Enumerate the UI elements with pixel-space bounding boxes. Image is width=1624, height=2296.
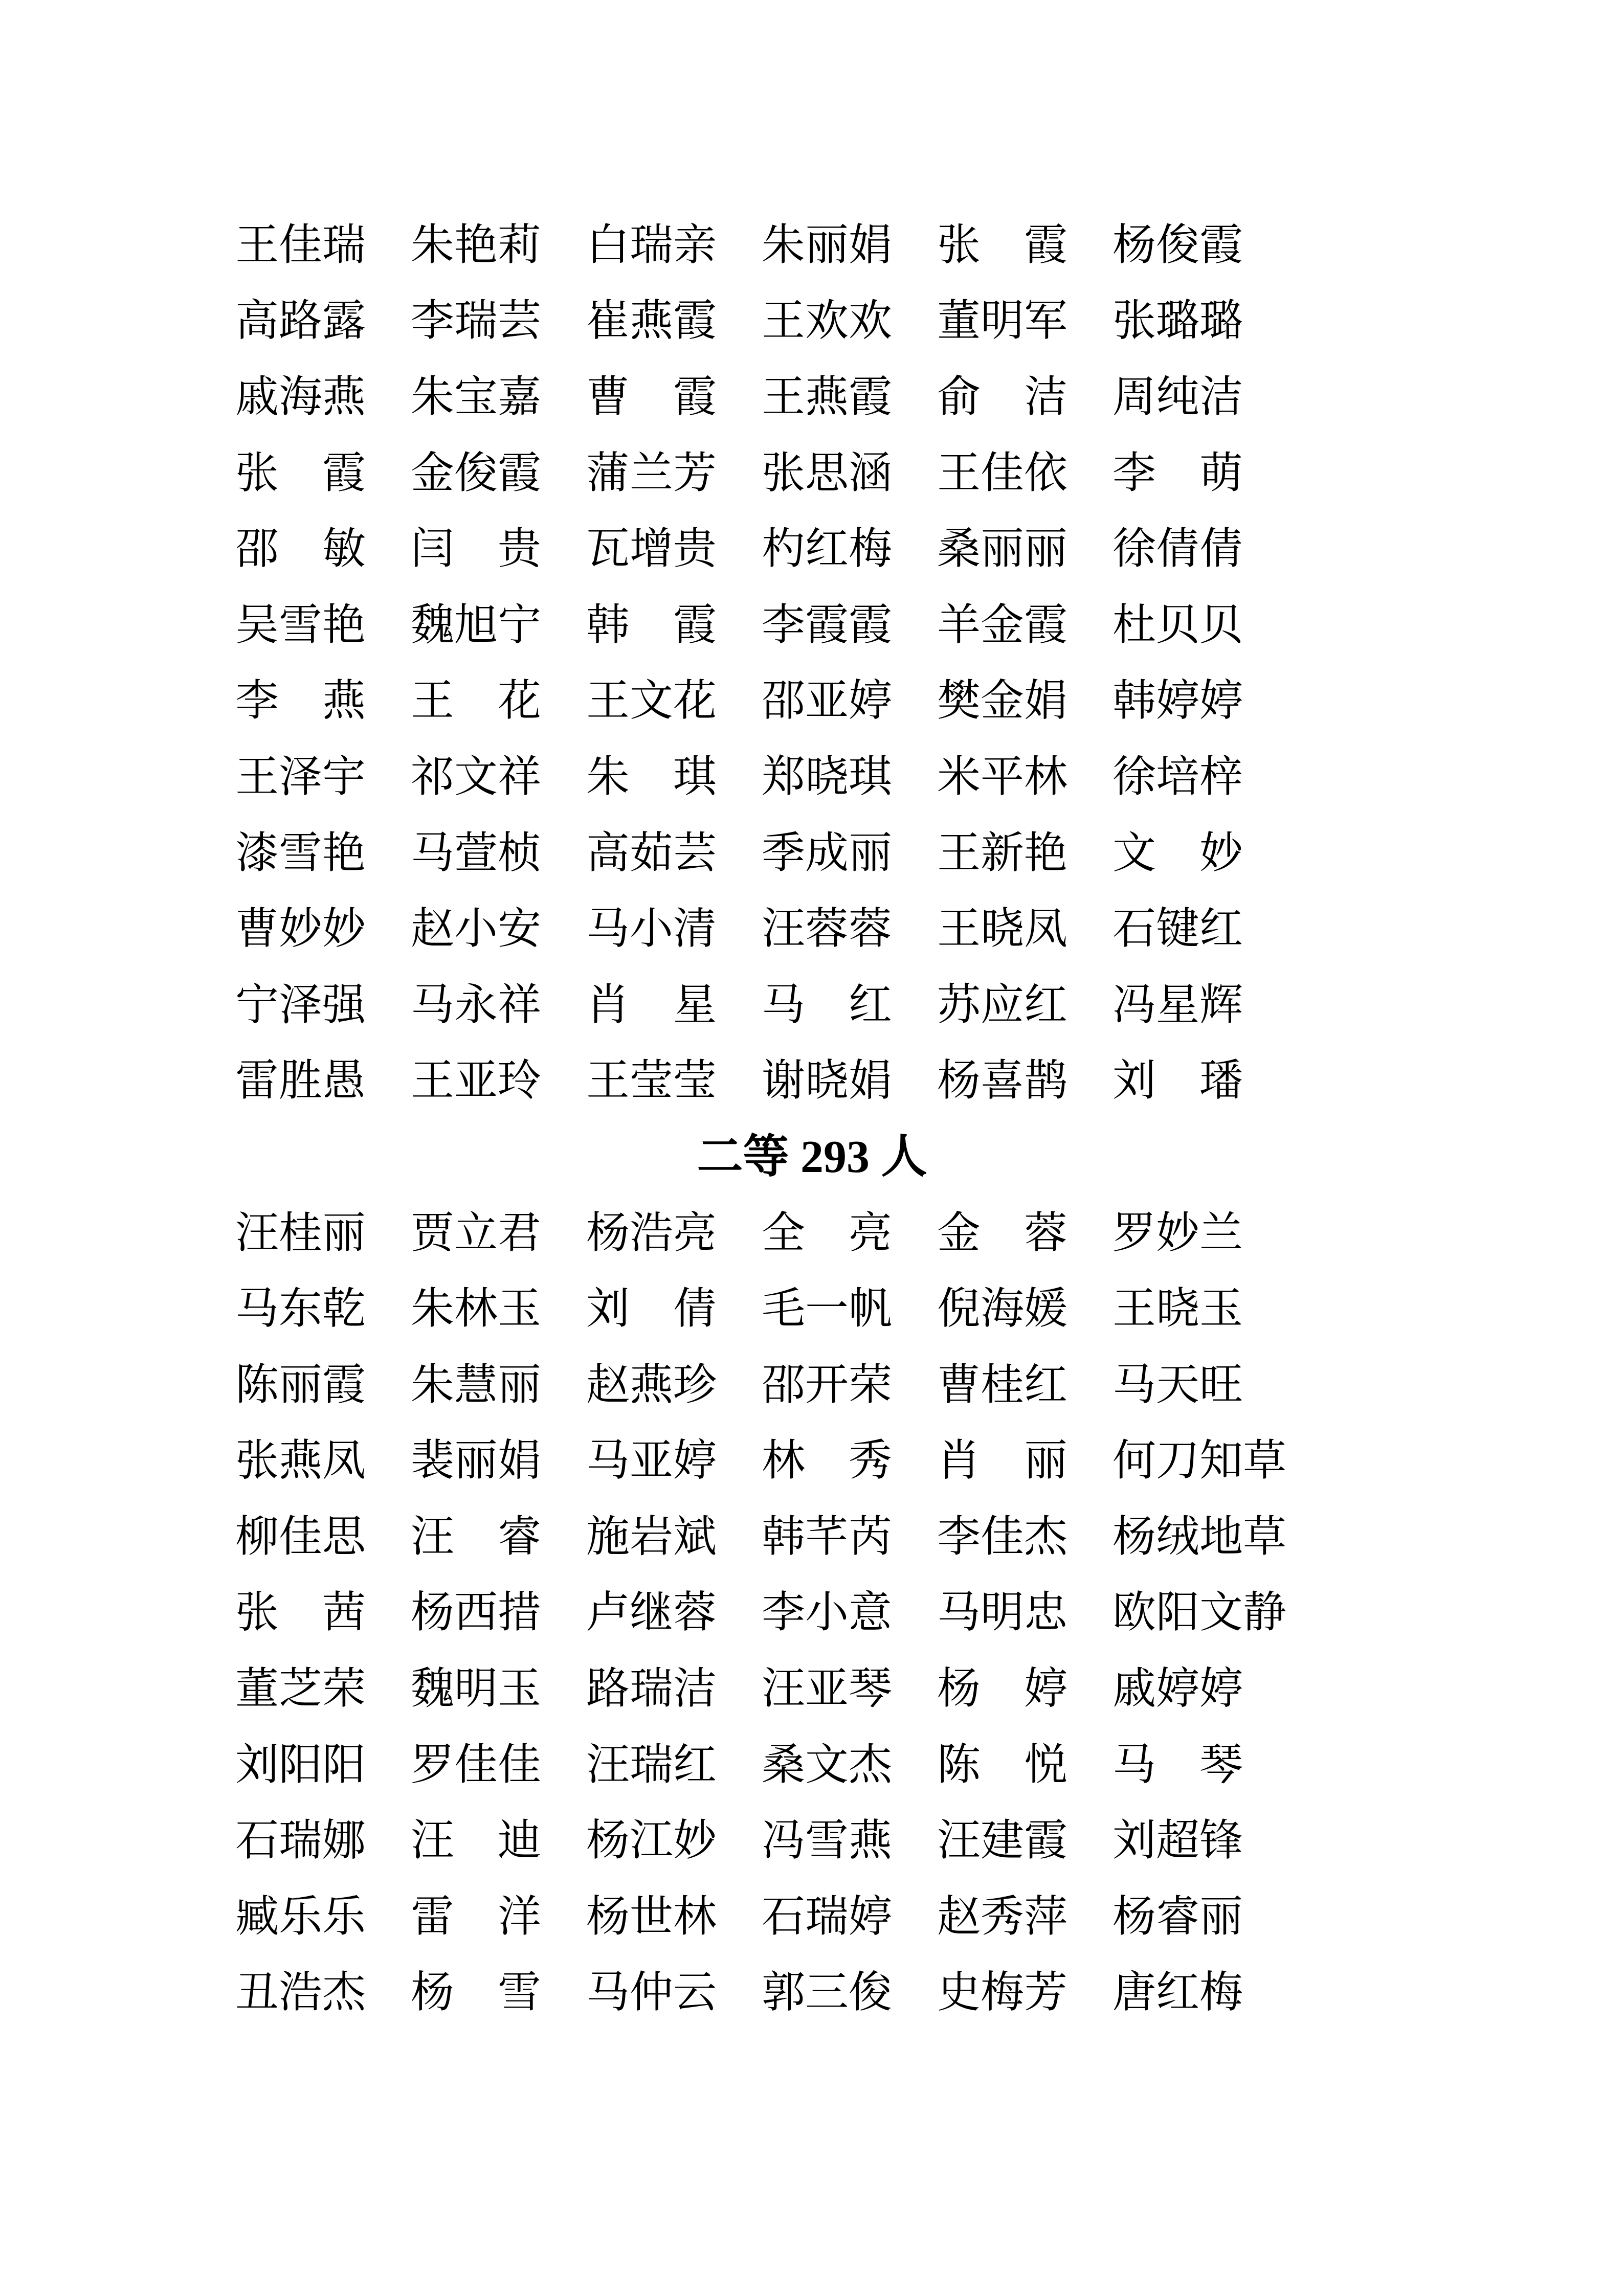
name-roster: [235, 208, 1624, 2031]
person-name: 金 蓉: [937, 1209, 1068, 1257]
name-row: [235, 1196, 1624, 1272]
person-name: 王佳依: [937, 449, 1068, 498]
person-name: 宁泽强: [235, 981, 366, 1029]
person-name: 杨浩亮: [586, 1209, 717, 1257]
person-name: 俞 洁: [937, 373, 1068, 421]
person-name: 高路露: [235, 297, 366, 346]
person-name: 韩婷婷: [1113, 677, 1243, 726]
name-row: [235, 284, 1624, 360]
person-name: 杓红梅: [762, 525, 893, 574]
person-name: 林 秀: [762, 1437, 893, 1485]
person-name: 王莹莹: [586, 1057, 717, 1106]
person-name: 刘超锋: [1113, 1817, 1243, 1865]
person-name: 崔燕霞: [586, 297, 717, 346]
person-name: 杨西措: [411, 1589, 542, 1637]
person-name: 杨绒地草: [1113, 1513, 1287, 1561]
name-row: [235, 1727, 1624, 1804]
person-name: 冯雪燕: [762, 1817, 893, 1865]
name-row: [235, 588, 1624, 664]
person-name: 徐培梓: [1113, 753, 1243, 801]
name-row: [235, 1575, 1624, 1652]
person-name: 陈 悦: [937, 1741, 1068, 1789]
person-name: 桑文杰: [762, 1741, 893, 1789]
person-name: 郑晓琪: [762, 753, 893, 801]
person-name: 赵秀萍: [937, 1893, 1068, 1941]
person-name: 戚婷婷: [1113, 1665, 1243, 1714]
person-name: 王佳瑞: [235, 221, 366, 269]
section-first-grade-names: [235, 208, 1624, 1119]
person-name: 王泽宇: [235, 753, 366, 801]
person-name: 刘 倩: [586, 1285, 717, 1334]
person-name: 杨俊霞: [1113, 221, 1243, 269]
person-name: 张 霞: [235, 449, 366, 498]
person-name: 汪 睿: [411, 1513, 542, 1561]
person-name: 邵 敏: [235, 525, 366, 574]
name-row: [235, 816, 1624, 892]
name-row: [235, 1347, 1624, 1424]
person-name: 马东乾: [235, 1285, 366, 1334]
person-name: 臧乐乐: [235, 1893, 366, 1941]
person-name: 王亚玲: [411, 1057, 542, 1106]
name-row: [235, 359, 1624, 436]
person-name: 丑浩杰: [235, 1969, 366, 2017]
person-name: 谢晓娟: [762, 1057, 893, 1106]
person-name: 徐倩倩: [1113, 525, 1243, 574]
person-name: 邵亚婷: [762, 677, 893, 726]
section-heading-row: [0, 1119, 1624, 1196]
section-second-grade-names: [235, 1196, 1624, 2032]
person-name: 王新艳: [937, 829, 1068, 877]
person-name: 王欢欢: [762, 297, 893, 346]
person-name: 王 花: [411, 677, 542, 726]
person-name: 马天旺: [1113, 1361, 1243, 1409]
person-name: 曹 霞: [586, 373, 717, 421]
person-name: 石瑞婷: [762, 1893, 893, 1941]
person-name: 苏应红: [937, 981, 1068, 1029]
name-row: [235, 739, 1624, 816]
section-heading: 二等 293 人: [697, 1132, 927, 1183]
person-name: 瓦增贵: [586, 525, 717, 574]
person-name: 郭三俊: [762, 1969, 893, 2017]
name-row: [235, 967, 1624, 1044]
person-name: 桑丽丽: [937, 525, 1068, 574]
person-name: 肖 丽: [937, 1437, 1068, 1485]
person-name: 贾立君: [411, 1209, 542, 1257]
person-name: 张 霞: [937, 221, 1068, 269]
person-name: 汪蓉蓉: [762, 905, 893, 954]
person-name: 刘阳阳: [235, 1741, 366, 1789]
person-name: 杨江妙: [586, 1817, 717, 1865]
name-row: [235, 664, 1624, 740]
person-name: 马萱桢: [411, 829, 542, 877]
name-row: [235, 208, 1624, 284]
person-name: 李小意: [762, 1589, 893, 1637]
person-name: 樊金娟: [937, 677, 1068, 726]
person-name: 曹桂红: [937, 1361, 1068, 1409]
person-name: 王文花: [586, 677, 717, 726]
person-name: 马明忠: [937, 1589, 1068, 1637]
person-name: 欧阳文静: [1113, 1589, 1287, 1637]
person-name: 罗妙兰: [1113, 1209, 1243, 1257]
person-name: 魏明玉: [411, 1665, 542, 1714]
person-name: 羊金霞: [937, 601, 1068, 649]
person-name: 金俊霞: [411, 449, 542, 498]
name-row: [235, 1424, 1624, 1500]
person-name: 毛一帆: [762, 1285, 893, 1334]
person-name: 闫 贵: [411, 525, 542, 574]
person-name: 李霞霞: [762, 601, 893, 649]
person-name: 白瑞亲: [586, 221, 717, 269]
name-row: [235, 1044, 1624, 1120]
person-name: 杨 婷: [937, 1665, 1068, 1714]
person-name: 马亚婷: [586, 1437, 717, 1485]
person-name: 石键红: [1113, 905, 1243, 954]
person-name: 路瑞洁: [586, 1665, 717, 1714]
person-name: 高茹芸: [586, 829, 717, 877]
person-name: 曹妙妙: [235, 905, 366, 954]
person-name: 雷 洋: [411, 1893, 542, 1941]
person-name: 刘 璠: [1113, 1057, 1243, 1106]
person-name: 朱艳莉: [411, 221, 542, 269]
person-name: 杨 雪: [411, 1969, 542, 2017]
person-name: 张思涵: [762, 449, 893, 498]
person-name: 汪亚琴: [762, 1665, 893, 1714]
person-name: 蒲兰芳: [586, 449, 717, 498]
person-name: 唐红梅: [1113, 1969, 1243, 2017]
person-name: 倪海媛: [937, 1285, 1068, 1334]
person-name: 祁文祥: [411, 753, 542, 801]
person-name: 李佳杰: [937, 1513, 1068, 1561]
person-name: 王晓玉: [1113, 1285, 1243, 1334]
person-name: 杨睿丽: [1113, 1893, 1243, 1941]
person-name: 马仲云: [586, 1969, 717, 2017]
person-name: 季成丽: [762, 829, 893, 877]
name-row: [235, 436, 1624, 512]
person-name: 戚海燕: [235, 373, 366, 421]
person-name: 吴雪艳: [235, 601, 366, 649]
person-name: 韩 霞: [586, 601, 717, 649]
person-name: 杜贝贝: [1113, 601, 1243, 649]
person-name: 马小清: [586, 905, 717, 954]
name-row: [235, 891, 1624, 967]
person-name: 汪 迪: [411, 1817, 542, 1865]
person-name: 董芝荣: [235, 1665, 366, 1714]
person-name: 汪建霞: [937, 1817, 1068, 1865]
person-name: 杨喜鹊: [937, 1057, 1068, 1106]
person-name: 董明军: [937, 297, 1068, 346]
person-name: 王燕霞: [762, 373, 893, 421]
person-name: 柳佳思: [235, 1513, 366, 1561]
person-name: 史梅芳: [937, 1969, 1068, 2017]
name-row: [235, 1499, 1624, 1575]
person-name: 邵开荣: [762, 1361, 893, 1409]
person-name: 朱丽娟: [762, 221, 893, 269]
person-name: 朱林玉: [411, 1285, 542, 1334]
person-name: 周纯洁: [1113, 373, 1243, 421]
name-row: [235, 1803, 1624, 1879]
name-row: [235, 1271, 1624, 1347]
person-name: 石瑞娜: [235, 1817, 366, 1865]
person-name: 朱宝嘉: [411, 373, 542, 421]
person-name: 张 茜: [235, 1589, 366, 1637]
person-name: 张燕凤: [235, 1437, 366, 1485]
person-name: 何刀知草: [1113, 1437, 1287, 1485]
name-row: [235, 1879, 1624, 1955]
person-name: 韩芊芮: [762, 1513, 893, 1561]
name-row: [235, 1955, 1624, 2032]
person-name: 罗佳佳: [411, 1741, 542, 1789]
person-name: 马 琴: [1113, 1741, 1243, 1789]
person-name: 马永祥: [411, 981, 542, 1029]
person-name: 李 燕: [235, 677, 366, 726]
name-row: [235, 1651, 1624, 1727]
person-name: 李 萌: [1113, 449, 1243, 498]
person-name: 雷胜愚: [235, 1057, 366, 1106]
person-name: 杨世林: [586, 1893, 717, 1941]
person-name: 卢继蓉: [586, 1589, 717, 1637]
person-name: 张璐璐: [1113, 297, 1243, 346]
person-name: 汪桂丽: [235, 1209, 366, 1257]
person-name: 冯星辉: [1113, 981, 1243, 1029]
person-name: 裴丽娟: [411, 1437, 542, 1485]
person-name: 马 红: [762, 981, 893, 1029]
person-name: 陈丽霞: [235, 1361, 366, 1409]
person-name: 朱 琪: [586, 753, 717, 801]
person-name: 肖 星: [586, 981, 717, 1029]
person-name: 汪瑞红: [586, 1741, 717, 1789]
person-name: 米平林: [937, 753, 1068, 801]
person-name: 赵小安: [411, 905, 542, 954]
person-name: 施岩斌: [586, 1513, 717, 1561]
person-name: 赵燕珍: [586, 1361, 717, 1409]
person-name: 文 妙: [1113, 829, 1243, 877]
person-name: 李瑞芸: [411, 297, 542, 346]
person-name: 魏旭宁: [411, 601, 542, 649]
person-name: 全 亮: [762, 1209, 893, 1257]
name-row: [235, 511, 1624, 588]
person-name: 王晓凤: [937, 905, 1068, 954]
person-name: 漆雪艳: [235, 829, 366, 877]
person-name: 朱慧丽: [411, 1361, 542, 1409]
